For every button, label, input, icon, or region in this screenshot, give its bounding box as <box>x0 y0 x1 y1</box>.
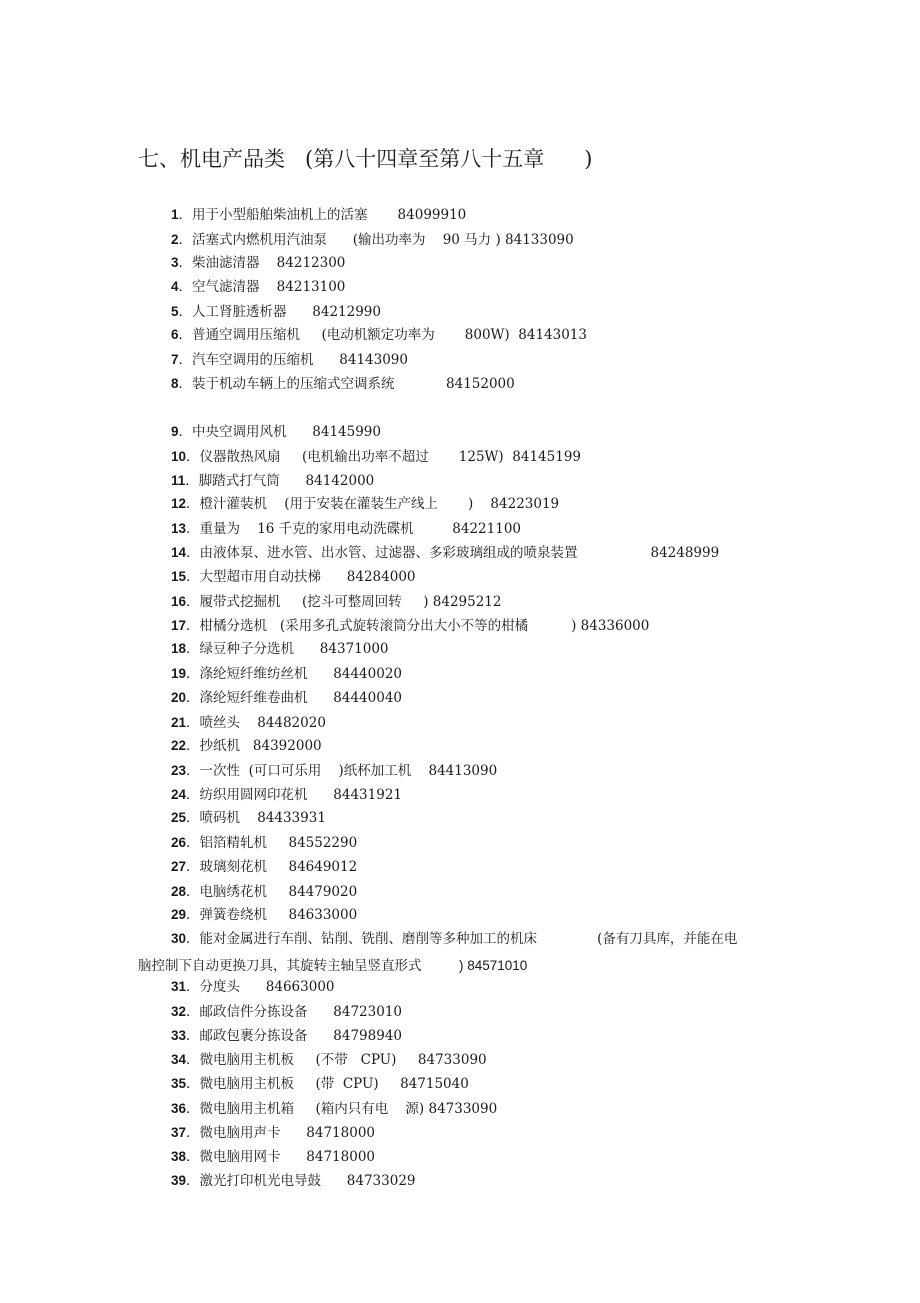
item-separator: ． <box>186 859 200 874</box>
item-number: 2 <box>171 232 179 247</box>
item-number: 30 <box>171 931 187 946</box>
item-separator: ． <box>186 1004 200 1019</box>
list-item <box>171 617 649 635</box>
item-separator: ． <box>186 907 200 922</box>
item-text: 人工肾脏透析器 84212990 <box>192 304 381 320</box>
item-text: 大型超市用自动扶梯 84284000 <box>199 569 416 585</box>
list-item <box>171 1100 497 1118</box>
item-separator: ． <box>186 1173 200 1188</box>
item-separator: ． <box>186 449 200 464</box>
item-separator: ． <box>186 1052 200 1067</box>
item-separator: ． <box>186 763 200 778</box>
item-number: 17 <box>171 618 187 633</box>
item-number: 5 <box>171 304 179 319</box>
item-text: 空气滤清器 84213100 <box>192 279 346 295</box>
item-separator: ． <box>186 690 200 705</box>
item-text: 涤纶短纤维卷曲机 84440040 <box>199 690 402 706</box>
item-number: 20 <box>171 690 187 705</box>
item-separator: ． <box>186 715 200 730</box>
item-number: 16 <box>171 594 187 609</box>
item-text: 邮政包裹分拣设备 84798940 <box>199 1028 402 1044</box>
item-number: 15 <box>171 569 187 584</box>
list-item <box>171 593 501 611</box>
list-item <box>171 206 466 224</box>
item-text: 汽车空调用的压缩机 84143090 <box>192 352 408 368</box>
item-number: 19 <box>171 666 187 681</box>
list-item <box>171 568 416 586</box>
list-item <box>171 375 515 393</box>
item-number: 4 <box>171 279 179 294</box>
item-text: 中央空调用风机 84145990 <box>192 424 381 440</box>
list-item <box>171 930 737 948</box>
item-text: 微电脑用网卡 84718000 <box>199 1149 375 1165</box>
item-number: 27 <box>171 859 187 874</box>
item-separator: ． <box>186 1028 200 1043</box>
item-separator: ． <box>186 641 200 656</box>
list-item <box>171 689 402 707</box>
item-text: 邮政信件分拣设备 84723010 <box>199 1004 402 1020</box>
item-text: 橙汁灌装机 (用于安装在灌装生产线上 ) 84223019 <box>199 496 560 512</box>
list-item <box>171 1003 402 1021</box>
item-text: 弹簧卷绕机 84633000 <box>199 907 358 923</box>
item-number: 31 <box>171 979 187 994</box>
item-number: 23 <box>171 763 187 778</box>
item-text: 一次性 (可口可乐用 )纸杯加工机 84413090 <box>199 763 498 779</box>
item-number: 29 <box>171 907 187 922</box>
item-number: 38 <box>171 1149 187 1164</box>
item-number: 8 <box>171 376 179 391</box>
item-number: 39 <box>171 1173 187 1188</box>
item-text: 履带式挖掘机 (挖斗可整周回转 ) 84295212 <box>199 594 502 610</box>
item-text: 柑橘分选机 (采用多孔式旋转滚筒分出大小不等的柑橘 ) 84336000 <box>199 618 650 634</box>
list-item <box>171 1148 375 1166</box>
item-separator: ． <box>186 884 200 899</box>
item-text: 微电脑用主机板 (带 CPU) 84715040 <box>199 1076 469 1092</box>
item-number: 7 <box>171 352 179 367</box>
item-text: 仪器散热风扇 (电机输出功率不超过 125W) 84145199 <box>199 449 581 465</box>
item-number: 14 <box>171 545 187 560</box>
item-number: 32 <box>171 1004 187 1019</box>
list-item <box>171 448 581 466</box>
item-number: 10 <box>171 449 187 464</box>
item-text: 柴油滤清器 84212300 <box>192 255 346 271</box>
item-text: 喷丝头 84482020 <box>199 715 326 731</box>
list-item <box>171 351 408 369</box>
list-item <box>171 423 381 441</box>
section-title: 七、机电产品类 (第八十四章至第八十五章 ) <box>138 147 593 171</box>
list-item <box>171 858 357 876</box>
item-separator: ． <box>186 787 200 802</box>
item-separator: ． <box>186 979 200 994</box>
item-text: 纺织用圆网印花机 84431921 <box>199 787 402 803</box>
item-text: 微电脑用主机板 (不带 CPU) 84733090 <box>199 1052 487 1068</box>
item-text: 重量为 16 千克的家用电动洗碟机 84221100 <box>199 521 521 537</box>
item-number: 28 <box>171 884 187 899</box>
item-separator: ． <box>186 618 200 633</box>
list-item <box>171 472 374 490</box>
item-separator: ． <box>178 232 193 247</box>
item-number: 33 <box>171 1028 187 1043</box>
list-item <box>171 978 335 996</box>
item-separator: ． <box>186 810 200 825</box>
item-text: 能对金属进行车削、钻削、铣削、磨削等多种加工的机床 (备有刀具库，并能在电 <box>199 931 738 947</box>
item-text: 铝箔精轧机 84552290 <box>199 835 358 851</box>
item-number: 25 <box>171 810 187 825</box>
list-item <box>171 1124 375 1142</box>
item-separator: ． <box>178 424 193 439</box>
item-separator: ． <box>186 738 200 753</box>
item-text: 电脑绣花机 84479020 <box>199 884 358 900</box>
item-separator: ． <box>178 376 193 391</box>
item-number: 35 <box>171 1076 187 1091</box>
item-separator: ． <box>178 279 193 294</box>
list-item <box>171 714 326 732</box>
list-item <box>171 786 402 804</box>
list-item <box>171 278 345 296</box>
item-text: 激光打印机光电导鼓 84733029 <box>199 1173 416 1189</box>
item-number: 3 <box>171 255 179 270</box>
item-text: 活塞式内燃机用汽油泵 (输出功率为 90 马力 ) 84133090 <box>192 232 574 248</box>
item-separator: ． <box>178 352 193 367</box>
item-number: 34 <box>171 1052 187 1067</box>
list-item <box>171 906 357 924</box>
item-number: 24 <box>171 787 187 802</box>
list-item <box>171 495 559 513</box>
list-item <box>171 1172 416 1190</box>
item-separator: ． <box>186 666 200 681</box>
item-text: 玻璃刻花机 84649012 <box>199 859 358 875</box>
item-separator: ． <box>186 931 200 946</box>
item-number: 9 <box>171 424 179 439</box>
item-separator: ． <box>186 594 200 609</box>
item-text: 微电脑用主机箱 (箱内只有电 源) 84733090 <box>199 1101 498 1117</box>
list-item <box>171 640 389 658</box>
item-number: 26 <box>171 835 187 850</box>
list-item <box>171 303 381 321</box>
item-separator: ． <box>186 835 200 850</box>
list-item <box>171 326 587 344</box>
item-text: 由液体泵、进水管、出水管、过滤器、多彩玻璃组成的喷泉装置 84248999 <box>199 545 720 561</box>
list-item <box>171 883 357 901</box>
item-separator: ． <box>186 496 200 511</box>
item-text: 装于机动车辆上的压缩式空调系统 84152000 <box>192 376 515 392</box>
item-number: 12 <box>171 496 187 511</box>
item-separator: ． <box>186 521 200 536</box>
item-number: 11 <box>171 473 186 488</box>
item-number: 13 <box>171 521 187 536</box>
item-30-continuation: 脑控制下自动更换刀具，其旋转主轴呈竖直形式 ) 84571010 <box>138 958 528 973</box>
list-item <box>171 520 521 538</box>
item-separator: ． <box>186 1076 200 1091</box>
list-item <box>171 1051 487 1069</box>
item-text: 普通空调用压缩机 (电动机额定功率为 800W) 84143013 <box>192 327 587 343</box>
item-text: 脚踏式打气筒 84142000 <box>198 473 375 489</box>
item-separator: ． <box>186 545 200 560</box>
item-text: 喷码机 84433931 <box>199 810 326 826</box>
item-text: 涤纶短纤维纺丝机 84440020 <box>199 666 402 682</box>
item-number: 36 <box>171 1101 187 1116</box>
list-item <box>171 762 497 780</box>
list-item <box>171 834 357 852</box>
item-number: 37 <box>171 1125 187 1140</box>
item-text: 用于小型船舶柴油机上的活塞 84099910 <box>192 207 467 223</box>
item-separator: ． <box>185 473 199 488</box>
list-item <box>171 1075 469 1093</box>
list-item <box>171 1027 402 1045</box>
list-item <box>171 809 326 827</box>
item-separator: ． <box>178 327 193 342</box>
item-number: 21 <box>171 715 187 730</box>
item-number: 18 <box>171 641 187 656</box>
item-text: 抄纸机 84392000 <box>199 738 322 754</box>
list-item <box>171 254 345 272</box>
list-item <box>171 544 719 562</box>
item-number: 22 <box>171 738 187 753</box>
item-number: 1 <box>171 207 179 222</box>
item-separator: ． <box>186 1101 200 1116</box>
item-separator: ． <box>178 207 193 222</box>
item-number: 6 <box>171 327 179 342</box>
item-separator: ． <box>186 569 200 584</box>
item-separator: ． <box>186 1125 200 1140</box>
item-separator: ． <box>178 255 193 270</box>
item-text: 分度头 84663000 <box>199 979 335 995</box>
list-item <box>171 737 322 755</box>
item-separator: ． <box>178 304 193 319</box>
item-text: 绿豆种子分选机 84371000 <box>199 641 389 657</box>
item-separator: ． <box>186 1149 200 1164</box>
item-text: 微电脑用声卡 84718000 <box>199 1125 375 1141</box>
list-item <box>171 665 402 683</box>
list-item <box>171 231 574 249</box>
